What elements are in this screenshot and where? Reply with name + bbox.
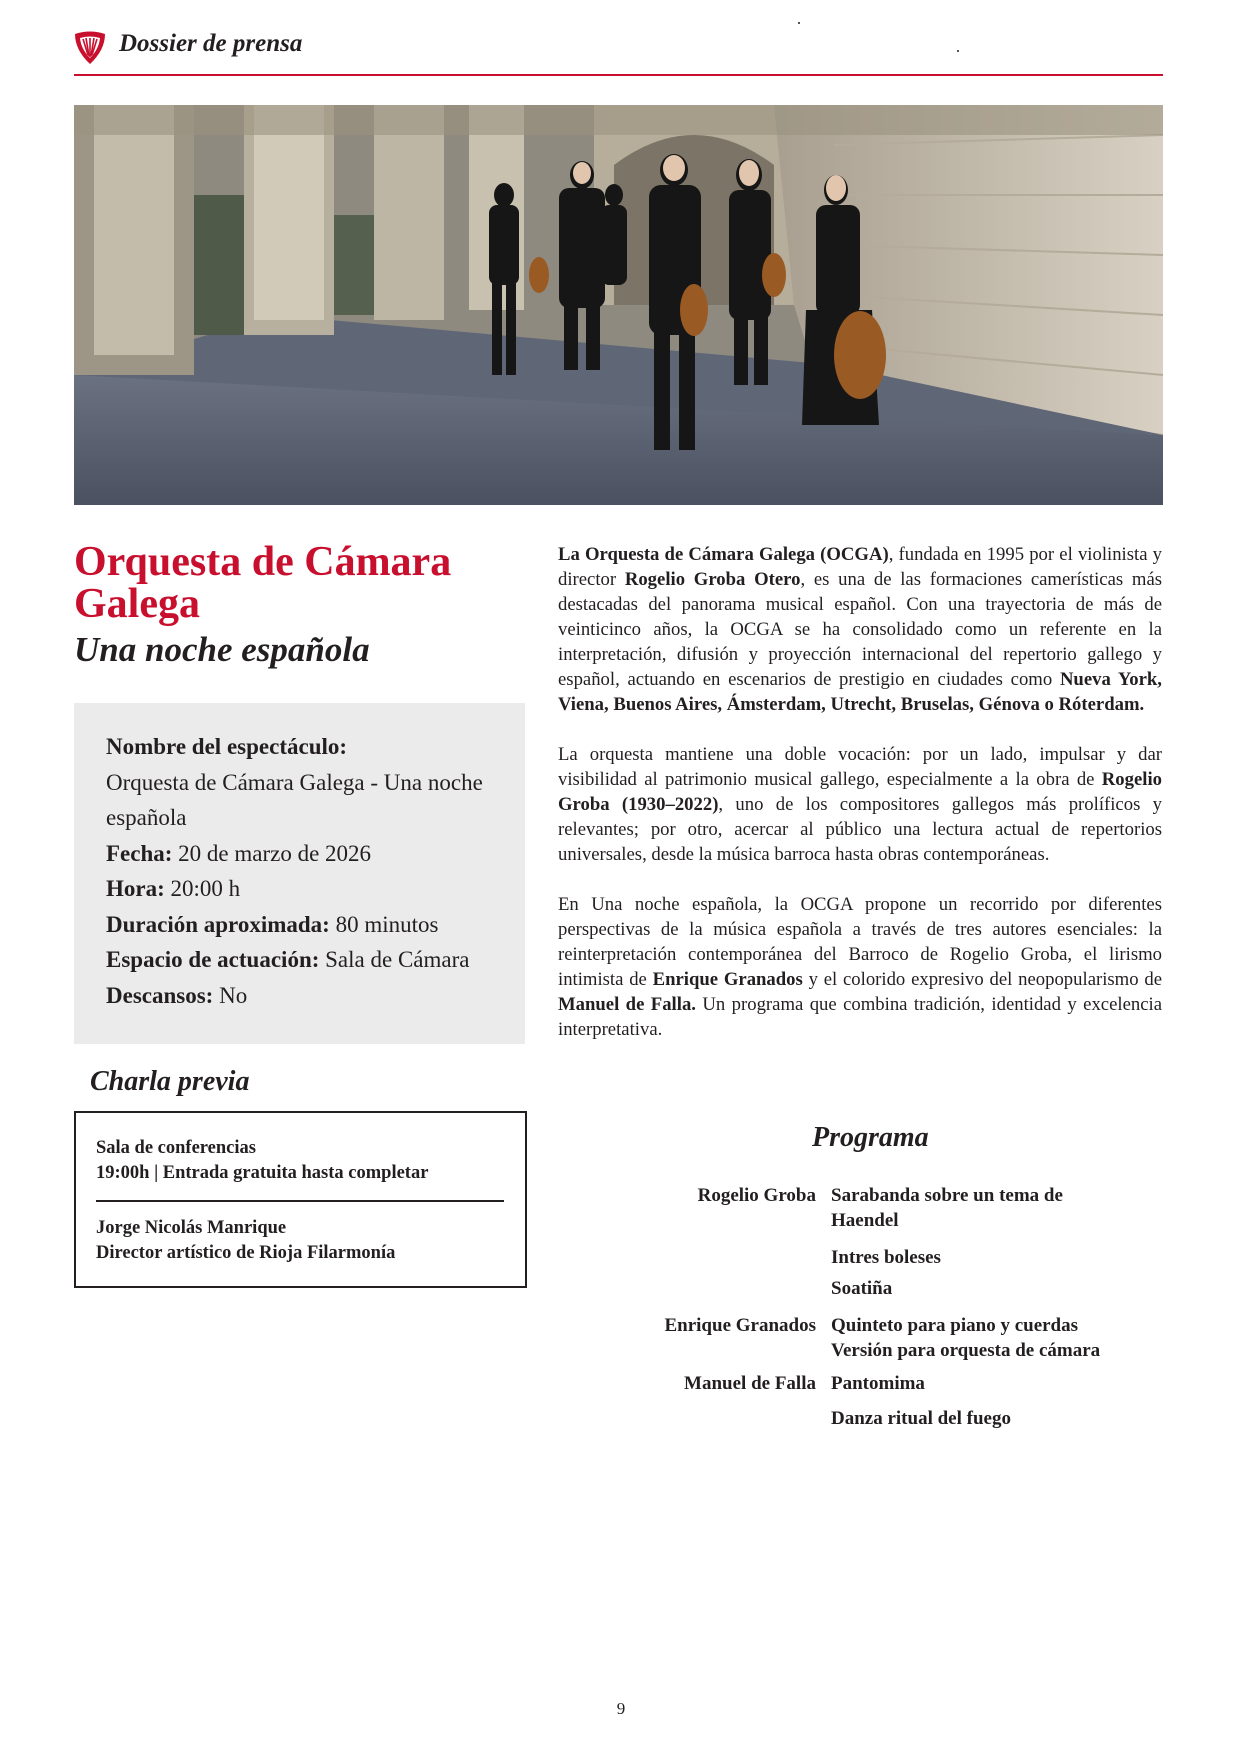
work-title: Intres boleses xyxy=(831,1247,941,1268)
duration-value: 80 minutos xyxy=(329,911,439,937)
text-run: , uno de los compositores gallegos más prolíficos y relevantes; por otro, acercar al público una lectura actual de repertorios universales, desde la música barroca hasta obras contemporáneas. xyxy=(558,794,1162,865)
duration-row xyxy=(106,907,506,943)
text-run: Un programa que combina tradición, identidad y excelencia interpretativa. xyxy=(558,994,1162,1040)
breaks-row xyxy=(106,978,506,1014)
header-divider xyxy=(74,74,1163,76)
work-title: Danza ritual del fuego xyxy=(831,1408,1011,1429)
breaks-label: Descansos: xyxy=(106,982,214,1008)
text-run: La orquesta mantiene una doble vocación: por un lado, impulsar y dar visibilidad al patrimonio musical gallego, especialmente a la obra de xyxy=(558,744,1162,790)
work-title: Versión para orquesta de cámara xyxy=(831,1340,1101,1361)
text-run: y el colorido expresivo del neopopularismo de xyxy=(802,969,1162,990)
bold-text-run: Rogelio Groba Otero xyxy=(624,569,801,590)
time-value: 20:00 h xyxy=(164,876,241,901)
stray-dot xyxy=(798,22,800,24)
work-title: Quinteto para piano y cuerdas xyxy=(831,1315,1079,1336)
talk-speaker-role: Director artístico de Rioja Filarmonía xyxy=(96,1243,396,1263)
talk-time: 19:00h | Entrada gratuita hasta completar xyxy=(96,1163,429,1183)
bold-text-run: Rogelio Groba (1930–2022) xyxy=(558,769,1162,815)
paragraph xyxy=(558,892,1162,1042)
time-label: Hora: xyxy=(106,876,165,901)
venue-label: Espacio de actuación: xyxy=(106,947,320,972)
work-title: Soatiña xyxy=(831,1278,893,1299)
date-row xyxy=(106,836,506,872)
event-details-box xyxy=(74,703,525,1044)
talk-place: Sala de conferencias xyxy=(96,1138,256,1158)
stray-dot xyxy=(957,50,959,52)
show-name-label: Nombre del espectáculo: xyxy=(106,734,348,759)
text-run: , fundada en 1995 por el violinista y director xyxy=(558,544,1163,590)
paragraph xyxy=(558,742,1162,867)
event-title: Orquesta de Cámara Galega xyxy=(74,539,452,627)
composer-name: Rogelio Groba xyxy=(697,1185,816,1206)
bold-text-run: Nueva York, Viena, Buenos Aires, Ámsterdam, Utrecht, Bruselas, Génova o Róterdam. xyxy=(558,669,1162,715)
work-title: Sarabanda sobre un tema de Haendel xyxy=(831,1185,1063,1231)
text-run: En Una noche española, la OCGA propone un recorrido por diferentes perspectivas de la música española a través de tres autores esenciales: la reinterpretación contemporánea del Barroco de Rogelio Groba, el lirismo intimista de xyxy=(558,894,1162,990)
bold-text-run: La Orquesta de Cámara Galega (OCGA) xyxy=(558,544,889,565)
text-run: , es una de las formaciones camerísticas más destacadas del panorama musical español. Con una trayectoria de más de veinticinco años, la OCGA se ha consolidado como un referente en la interpretación, difusión y proyección internacional del repertorio gallego y español, actuando en escenarios de prestigio en ciudades como xyxy=(558,569,1163,690)
duration-label: Duración aproximada: xyxy=(106,911,330,937)
venue-row xyxy=(106,942,506,978)
venue-value: Sala de Cámara xyxy=(319,947,470,972)
page-number: 9 xyxy=(616,1699,626,1718)
composer-name: Enrique Granados xyxy=(664,1315,816,1336)
talk-box xyxy=(74,1111,527,1288)
show-name-value: Orquesta de Cámara Galega - Una noche española xyxy=(106,769,483,830)
date-value: 20 de marzo de 2026 xyxy=(172,840,372,866)
orchestra-photo-icon xyxy=(74,105,1163,505)
article-body xyxy=(558,542,1162,1067)
bold-text-run: Manuel de Falla. xyxy=(558,994,696,1015)
document-header-title: Dossier de prensa xyxy=(119,30,303,57)
program-heading: Programa xyxy=(812,1122,929,1153)
event-subtitle: Una noche española xyxy=(74,630,370,669)
talk-heading: Charla previa xyxy=(90,1066,250,1097)
breaks-value: No xyxy=(213,982,248,1008)
paragraph xyxy=(558,542,1162,717)
date-label: Fecha: xyxy=(106,840,173,866)
theatre-shield-logo-icon xyxy=(73,30,107,66)
talk-speaker: Jorge Nicolás Manrique xyxy=(96,1218,287,1238)
bold-text-run: Enrique Granados xyxy=(652,969,803,990)
talk-divider xyxy=(96,1200,504,1202)
time-row xyxy=(106,871,506,907)
show-name-row xyxy=(106,729,506,765)
composer-name: Manuel de Falla xyxy=(684,1373,816,1394)
work-title: Pantomima xyxy=(831,1373,925,1394)
